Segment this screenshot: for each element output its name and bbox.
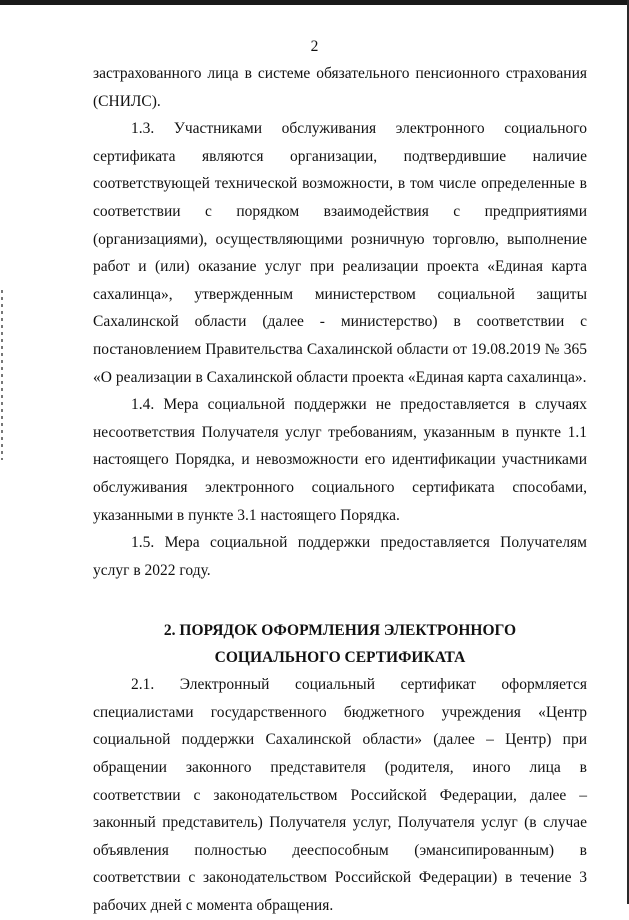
section-heading-line2: СОЦИАЛЬНОГО СЕРТИФИКАТА xyxy=(214,649,466,667)
paragraph-continuation: застрахованного лица в системе обязательного пенсионного страхования (СНИЛС). xyxy=(93,65,587,110)
paragraph-1-4: 1.4. Мера социальной поддержки не предоставляется в случаях несоответствия Получателя услуг требованиям, указанным в пункте 1.1 настоящего Порядка, и невозможности его идентификации участниками обслуживания электронного социального сертификата способами, указанными в пункте 3.1 настоящего Порядка. xyxy=(93,396,587,524)
scan-left-edge-marks xyxy=(1,290,3,460)
document-body xyxy=(93,60,587,920)
page-number: 2 xyxy=(310,38,319,55)
scan-top-border xyxy=(0,0,629,5)
paragraph-1-3: 1.3. Участниками обслуживания электронного социального сертификата являются организации, подтвердившие наличие соответствующей технической возможности, в том числе определенные в соответствии с порядком взаимодействия с предприятиями (организациями), осуществляющими розничную торговлю, выполнение работ и (или) оказание услуг при реализации проекта «Единая карта сахалинца», утвержденным министерством социальной защиты Сахалинской области (далее - министерство) в соответствии с постановлением Правительства Сахалинской области от 19.08.2019 № 365 «О реализации в Сахалинской области проекта «Единая карта сахалинца». xyxy=(93,120,587,386)
section-heading xyxy=(93,617,587,671)
section-heading-line1: 2. ПОРЯДОК ОФОРМЛЕНИЯ ЭЛЕКТРОННОГО xyxy=(163,622,517,640)
paragraph-2-1: 2.1. Электронный социальный сертификат оформляется специалистами государственного бюджетного учреждения «Центр социальной поддержки Сахалинской области» (далее – Центр) при обращении законного представителя (родителя, иного лица в соответствии с законодательством Российской Федерации, далее – законный представитель) Получателя услуг, Получателя услуг (в случае объявления полностью дееспособным (эмансипированным) в соответствии с законодательством Российской Федерации) в течение 3 рабочих дней с момента обращения. xyxy=(93,676,587,915)
paragraph-1-5: 1.5. Мера социальной поддержки предоставляется Получателям услуг в 2022 году. xyxy=(93,534,587,579)
